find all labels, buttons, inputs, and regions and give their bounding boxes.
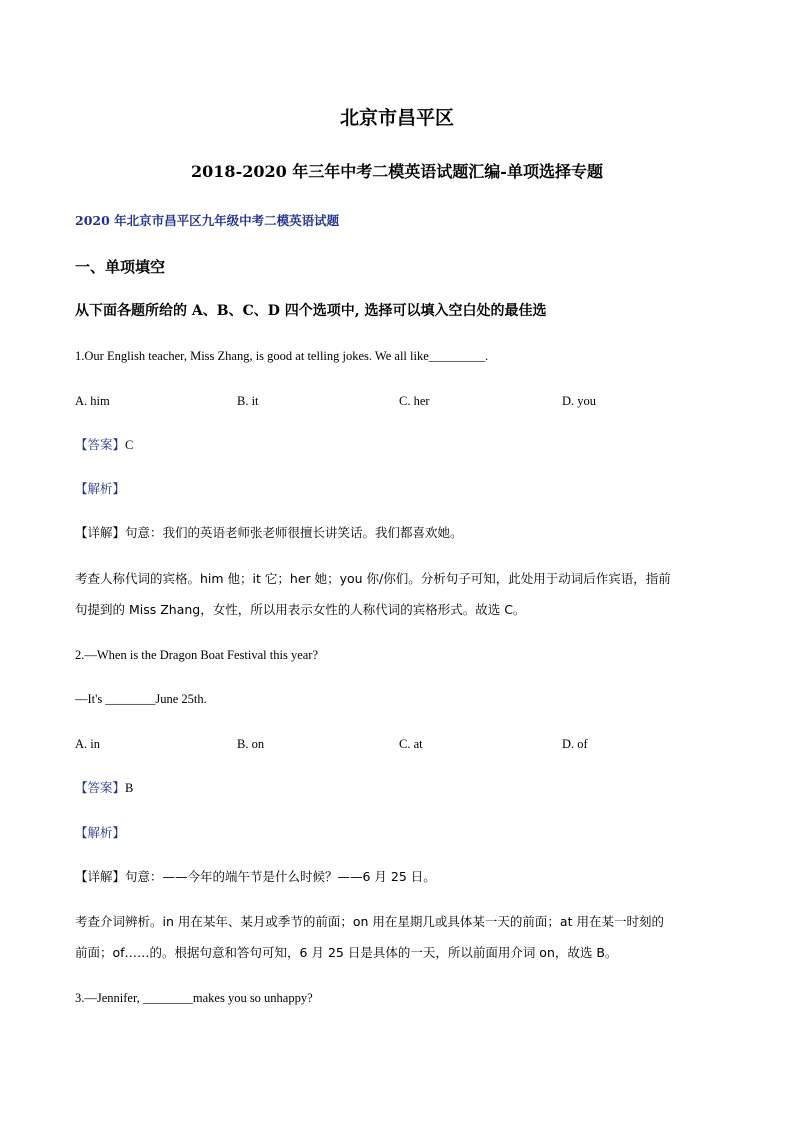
q2-answer-value: B bbox=[125, 781, 134, 795]
q2-option-a: A. in bbox=[75, 737, 100, 751]
q1-option-d: D. you bbox=[562, 394, 597, 408]
question-2-text-line-1: 2.—When is the Dragon Boat Festival this year? bbox=[75, 648, 318, 662]
section-instruction: 从下面各题所给的 A、B、C、D 四个选项中, 选择可以填入空白处的最佳选 bbox=[75, 303, 547, 319]
q1-explain-line-1: 考查人称代词的宾格。him 他；it 它；her 她；you 你/你们。分析句子可知，此处用于动词后作宾语，指前 bbox=[75, 571, 671, 586]
q2-explain-line-2: 前面；of……的。根据句意和答句可知，6 月 25 日是具体的一天，所以前面用介词 on，故选 B。 bbox=[75, 945, 618, 960]
exam-name: 2020 年北京市昌平区九年级中考二模英语试题 bbox=[75, 213, 340, 228]
section-heading: 一、单项填空 bbox=[75, 258, 166, 276]
q1-detail: 【详解】句意：我们的英语老师张老师很擅长讲笑话。我们都喜欢她。 bbox=[75, 525, 463, 540]
page-subtitle: 2018-2020 年三年中考二模英语试题汇编-单项选择专题 bbox=[191, 162, 603, 181]
question-1-text: 1.Our English teacher, Miss Zhang, is good at telling jokes. We all like_________. bbox=[75, 349, 489, 363]
q1-analysis-label: 【解析】 bbox=[75, 481, 126, 496]
q2-analysis-tag bbox=[75, 823, 125, 843]
q2-detail: 【详解】句意：——今年的端午节是什么时候？——6 月 25 日。 bbox=[75, 869, 436, 884]
q2-option-d: D. of bbox=[562, 737, 588, 751]
page-title: 北京市昌平区 bbox=[339, 107, 454, 129]
q2-option-c: C. at bbox=[399, 737, 423, 751]
q2-analysis-label: 【解析】 bbox=[75, 825, 126, 840]
q2-option-b: B. on bbox=[237, 737, 265, 751]
q1-explain-line-2: 句提到的 Miss Zhang，女性，所以用表示女性的人称代词的宾格形式。故选 C。 bbox=[75, 602, 526, 617]
question-2-text-line-2: —It's ________June 25th. bbox=[75, 692, 207, 706]
q1-answer-tag: 【答案】 bbox=[75, 437, 126, 452]
question-3-text: 3.—Jennifer, ________makes you so unhappy? bbox=[75, 991, 313, 1005]
q2-explain-line-1: 考查介词辨析。in 用在某年、某月或季节的前面；on 用在星期几或具体某一天的前面；at 用在某一时刻的 bbox=[75, 914, 664, 929]
q1-answer-value: C bbox=[125, 438, 134, 452]
q1-option-a: A. him bbox=[75, 394, 110, 408]
q1-option-c: C. her bbox=[399, 394, 430, 408]
q1-option-b: B. it bbox=[237, 394, 259, 408]
q1-answer bbox=[75, 435, 133, 455]
q1-analysis-tag bbox=[75, 479, 125, 499]
q2-answer bbox=[75, 778, 133, 798]
q2-answer-tag: 【答案】 bbox=[75, 780, 126, 795]
